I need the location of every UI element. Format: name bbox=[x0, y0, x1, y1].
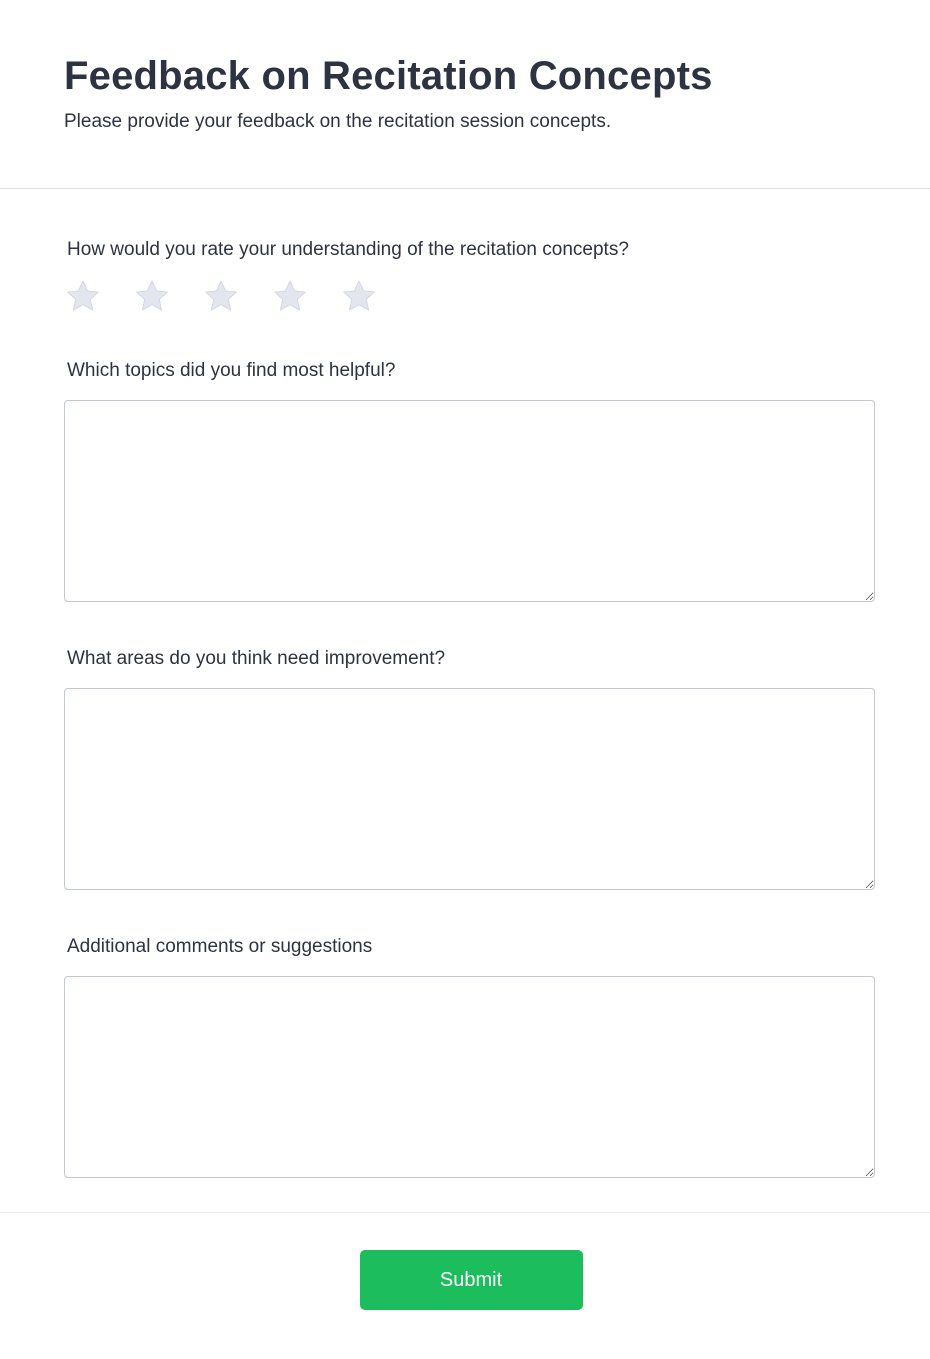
helpful-topics-textarea[interactable] bbox=[64, 400, 875, 602]
star-icon[interactable] bbox=[202, 277, 240, 315]
star-icon[interactable] bbox=[64, 277, 102, 315]
submit-button[interactable]: Submit bbox=[360, 1250, 583, 1310]
form-header bbox=[0, 0, 930, 189]
page-title: Feedback on Recitation Concepts bbox=[64, 54, 713, 98]
form-footer bbox=[0, 1213, 930, 1310]
helpful-topics-label: Which topics did you find most helpful? bbox=[67, 360, 396, 381]
star-icon[interactable] bbox=[133, 277, 171, 315]
page-subtitle: Please provide your feedback on the recitation session concepts. bbox=[64, 111, 612, 132]
rating-question: How would you rate your understanding of the recitation concepts? bbox=[67, 239, 629, 260]
form-body bbox=[0, 189, 930, 1213]
improvement-label: What areas do you think need improvement? bbox=[67, 648, 446, 669]
star-rating bbox=[64, 277, 875, 315]
comments-textarea[interactable] bbox=[64, 976, 875, 1178]
improvement-textarea[interactable] bbox=[64, 688, 875, 890]
star-icon[interactable] bbox=[340, 277, 378, 315]
comments-label: Additional comments or suggestions bbox=[67, 936, 373, 957]
star-icon[interactable] bbox=[271, 277, 309, 315]
